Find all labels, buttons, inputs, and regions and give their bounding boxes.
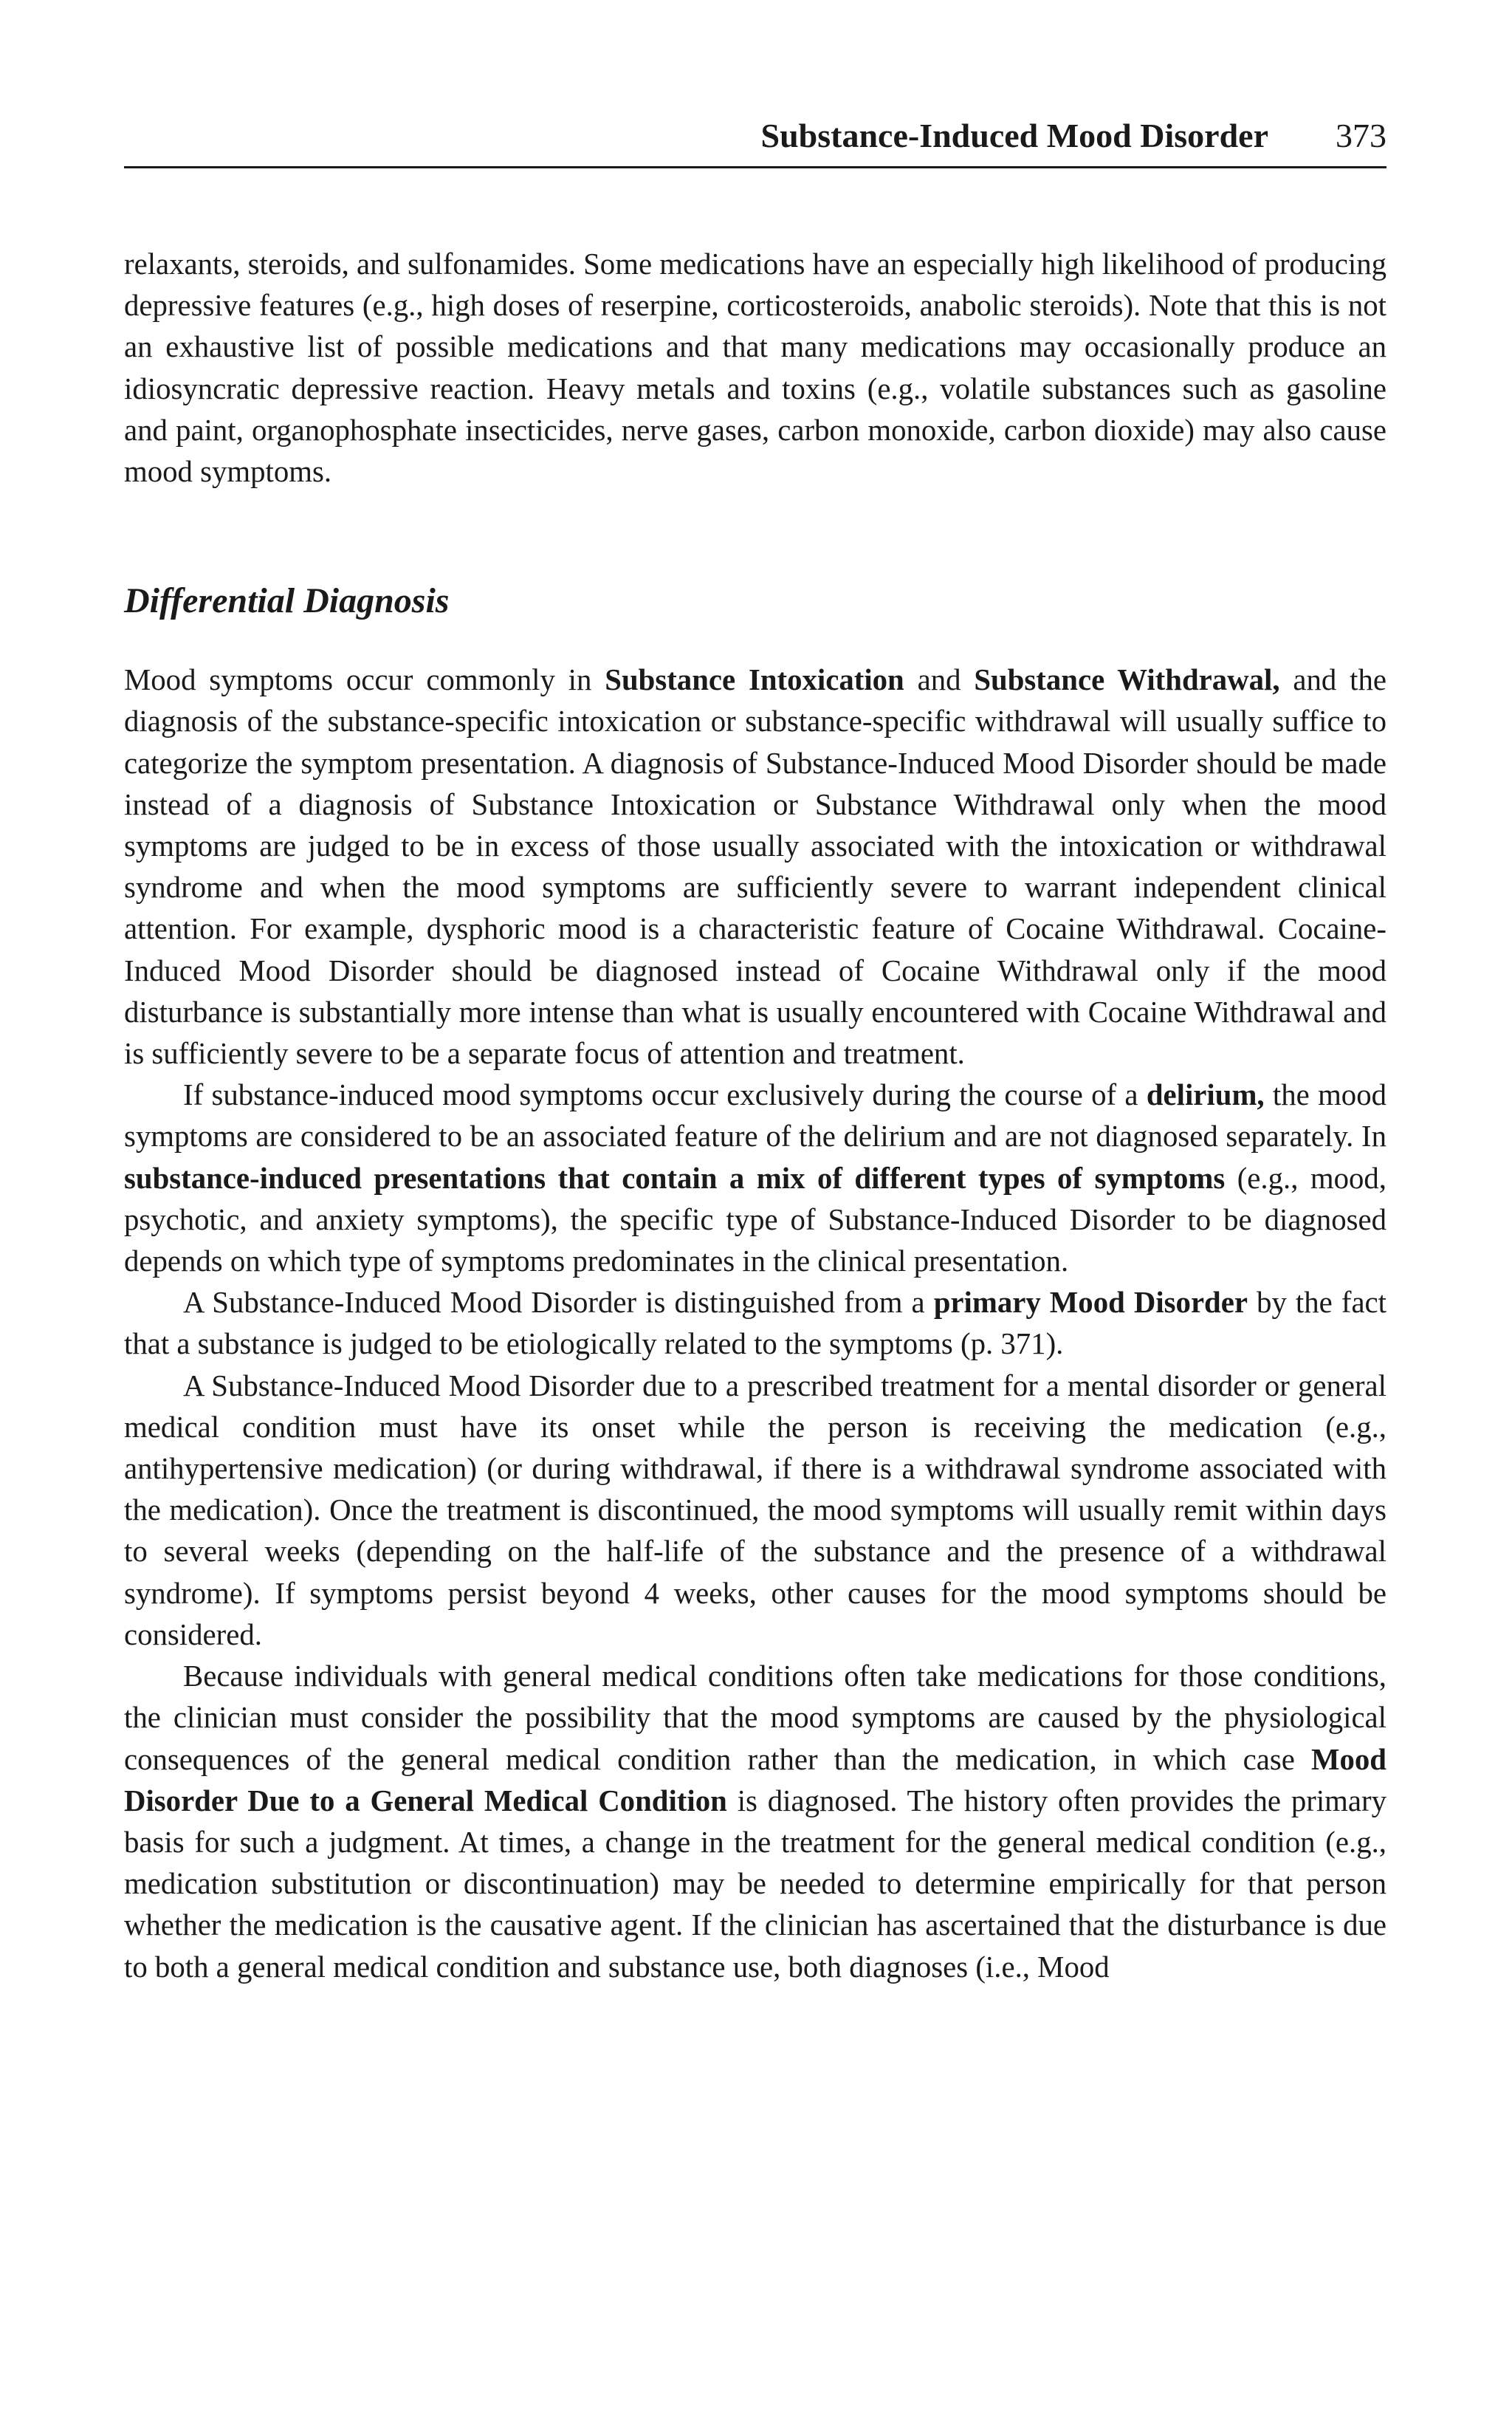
term-mixed-presentations: substance-induced presentations that contain a mix of different types of symptoms	[124, 1161, 1226, 1195]
text-run: A Substance-Induced Mood Disorder is distinguished from a	[183, 1286, 934, 1320]
text-run: by the fact that a substance is judged to be etiologically related to the symptoms (p. 371).	[124, 1286, 1386, 1361]
paragraph-medications: relaxants, steroids, and sulfonamides. Some medications have an especially high likelihood of producing depressive features (e.g., high doses of reserpine, corticosteroids, anabolic steroids). Note that this is not an exhaustive list of possible medications and that many medications may occasionally produce an idiosyncratic depressive reaction. Heavy metals and toxins (e.g., volatile substances such as gasoline and paint, organophosphate insecticides, nerve gases, carbon monoxide, carbon dioxide) may also cause mood symptoms.	[124, 247, 1386, 489]
paragraph-prescribed-treatment: A Substance-Induced Mood Disorder due to a prescribed treatment for a mental disorder or general medical condition must have its onset while the person is receiving the medication (e.g., antihypertensive medication) (or during withdrawal, if there is a withdrawal syndrome associated with the medication). Once the treatment is discontinued, the mood symptoms will usually remit within days to several weeks (depending on the half-life of the substance and the presence of a withdrawal syndrome). If symptoms persist beyond 4 weeks, other causes for the mood symptoms should be considered.	[124, 1368, 1386, 1651]
term-substance-intoxication: Substance Intoxication	[605, 663, 904, 697]
section-heading-differential-diagnosis: Differential Diagnosis	[124, 581, 450, 621]
running-header	[124, 114, 1386, 168]
text-run: (e.g., mood, psychotic, and anxiety symptoms), the specific type of Substance-Induced Disorder to be diagnosed depends on which type of symptoms predominates in the clinical presentation.	[124, 1161, 1386, 1278]
text-run: Because individuals with general medical conditions often take medications for those conditions, the clinician must consider the possibility that the mood symptoms are caused by the physiological consequences of the general medical condition rather than the medication, in which case	[124, 1659, 1386, 1776]
term-mood-disorder-gmc: Mood Disorder Due to a General Medical Condition	[124, 1742, 1386, 1817]
text-run: is diagnosed. The history often provides the primary basis for such a judgment. At times, a change in the treatment for the general medical condition (e.g., medication substitution or discontinuation) may be needed to determine empirically for that person whether the medication is the causative agent. If the clinician has ascertained that the disturbance is due to both a general medical condition and substance use, both diagnoses (i.e., Mood	[124, 1783, 1386, 1984]
body-text	[124, 244, 1386, 1988]
paragraph-general-medical-condition	[124, 1656, 1386, 1988]
term-substance-withdrawal: Substance Withdrawal,	[974, 663, 1280, 697]
text-run: and the diagnosis of the substance-specific intoxication or substance-specific withdrawal will usually suffice to categorize the symptom presentation. A diagnosis of Substance-Induced Mood Disorder should be made instead of a diagnosis of Substance Intoxication or Substance Withdrawal only when the mood symptoms are judged to be in excess of those usually associated with the intoxication or withdrawal syndrome and when the mood symptoms are sufficiently severe to warrant independent clinical attention. For example, dysphoric mood is a characteristic feature of Cocaine Withdrawal. Cocaine-Induced Mood Disorder should be diagnosed instead of Cocaine Withdrawal only if the mood disturbance is substantially more intense than what is usually encountered with Cocaine Withdrawal and is sufficiently severe to be a separate focus of attention and treatment.	[124, 663, 1386, 1071]
term-primary-mood-disorder: primary Mood Disorder	[933, 1286, 1248, 1320]
paragraph-primary-mood-disorder	[124, 1282, 1386, 1365]
paragraph-intoxication-withdrawal	[124, 659, 1386, 1075]
text-run: Mood symptoms occur commonly in	[124, 663, 605, 697]
text-run: the mood symptoms are considered to be an associated feature of the delirium and are not diagnosed separately. In	[124, 1078, 1386, 1154]
term-delirium: delirium,	[1146, 1078, 1265, 1112]
text-run: and	[904, 663, 975, 697]
text-run: If substance-induced mood symptoms occur exclusively during the course of a	[183, 1078, 1147, 1112]
running-title: Substance-Induced Mood Disorder	[760, 117, 1268, 154]
page-number: 373	[1336, 117, 1386, 154]
paragraph-delirium	[124, 1075, 1386, 1282]
